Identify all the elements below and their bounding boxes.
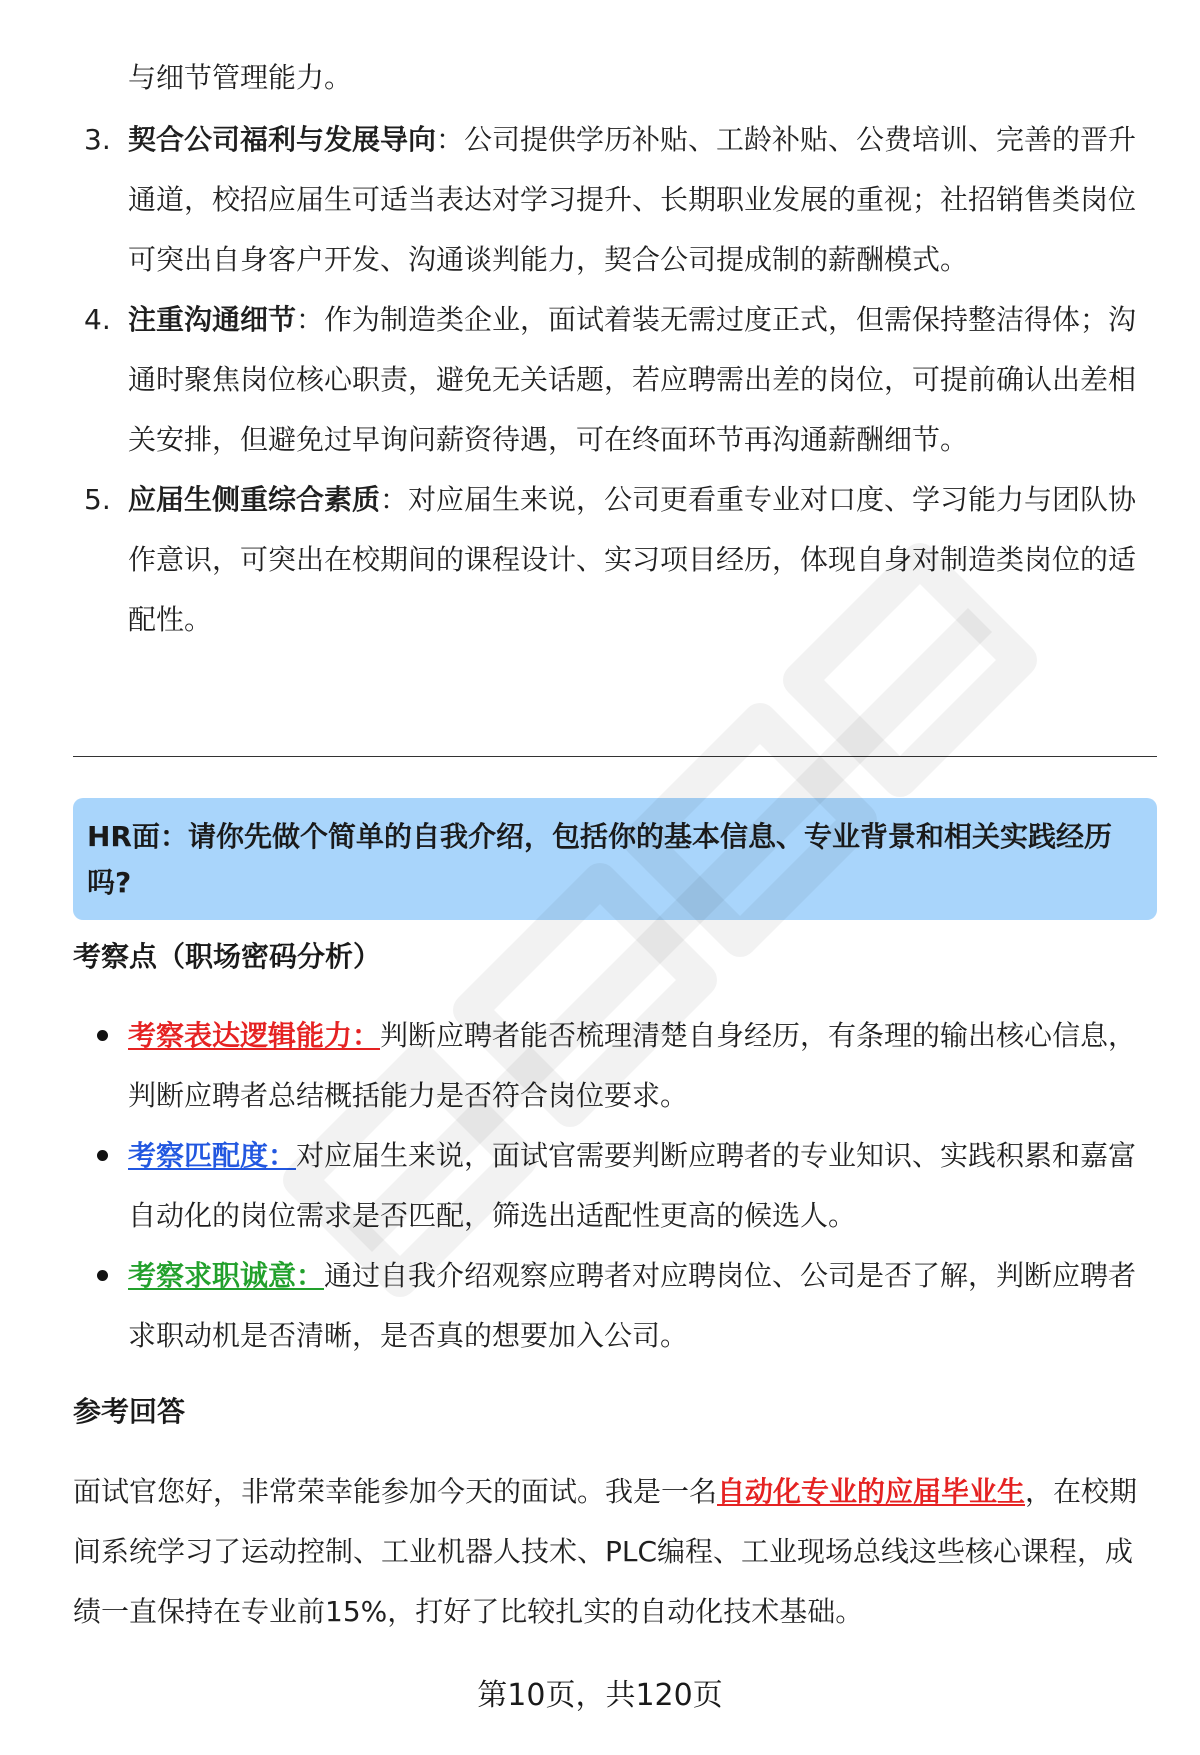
assessment-label: 考察表达逻辑能力：	[128, 1019, 381, 1052]
tip-item	[0, 470, 1142, 650]
hr-question-text: HR面：请你先做个简单的自我介绍，包括你的基本信息、专业背景和相关实践经历吗?	[87, 820, 1112, 899]
reference-answer	[73, 1462, 1157, 1642]
tip-text: 公司提供学历补贴、工龄补贴、公费培训、完善的晋升通道，校招应届生可适当表达对学习提升、长期职业发展的重视；社招销售类岗位可突出自身客户开发、沟通谈判能力，契合公司提成制的薪酬模式。	[128, 123, 1137, 276]
bullet-icon	[97, 1030, 108, 1041]
tip-title: 注重沟通细节	[128, 303, 297, 336]
tip-item	[0, 110, 1142, 290]
assessment-point	[0, 1246, 1142, 1366]
tip-title: 契合公司福利与发展导向	[128, 123, 437, 156]
points-heading: 考察点（职场密码分析）	[73, 940, 382, 973]
assessment-point	[0, 1126, 1142, 1246]
assessment-text: 对应届生来说，面试官需要判断应聘者的专业知识、实践积累和嘉富自动化的岗位需求是否匹配，筛选出适配性更高的候选人。	[128, 1139, 1137, 1232]
tip-number: 4.	[84, 303, 111, 336]
assessment-text: 判断应聘者能否梳理清楚自身经历，有条理的输出核心信息，判断应聘者总结概括能力是否符合岗位要求。	[128, 1019, 1137, 1112]
answer-text-after: ，在校期间系统学习了运动控制、工业机器人技术、PLC编程、工业现场总线这些核心课程，成绩一直保持在专业前15%，打好了比较扎实的自动化技术基础。	[73, 1475, 1138, 1628]
assessment-label: 考察求职诚意：	[128, 1259, 325, 1292]
interview-tips-list	[0, 110, 1200, 650]
answer-text-before: 面试官您好，非常荣幸能参加今天的面试。我是一名	[73, 1475, 718, 1508]
assessment-text: 通过自我介绍观察应聘者对应聘岗位、公司是否了解，判断应聘者求职动机是否清晰，是否真的想要加入公司。	[128, 1259, 1137, 1352]
tip-separator: ：	[436, 123, 465, 156]
assessment-label: 考察匹配度：	[128, 1139, 297, 1172]
answer-heading: 参考回答	[73, 1395, 186, 1428]
assessment-point	[0, 1006, 1142, 1126]
tip-number: 5.	[84, 483, 111, 516]
hr-question-box	[73, 798, 1157, 920]
section-divider	[73, 756, 1157, 757]
tip-item	[0, 290, 1142, 470]
tip-title: 应届生侧重综合素质	[128, 483, 381, 516]
bullet-icon	[97, 1270, 108, 1281]
tip-number: 3.	[84, 123, 111, 156]
tip-text: 作为制造类企业，面试着装无需过度正式，但需保持整洁得体；沟通时聚焦岗位核心职责，避免无关话题，若应聘需出差的岗位，可提前确认出差相关安排，但避免过早询问薪资待遇，可在终面环节再沟通薪酬细节。	[128, 303, 1137, 456]
continuation-text: 与细节管理能力。	[128, 61, 353, 94]
assessment-points-list	[0, 1006, 1200, 1366]
answer-highlight: 自动化专业的应届毕业生	[717, 1475, 1026, 1508]
tip-text: 对应届生来说，公司更看重专业对口度、学习能力与团队协作意识，可突出在校期间的课程设计、实习项目经历，体现自身对制造类岗位的适配性。	[128, 483, 1137, 636]
bullet-icon	[97, 1150, 108, 1161]
page-number-footer: 第10页，共120页	[477, 1678, 723, 1713]
tip-separator: ：	[296, 303, 325, 336]
tip-separator: ：	[380, 483, 409, 516]
